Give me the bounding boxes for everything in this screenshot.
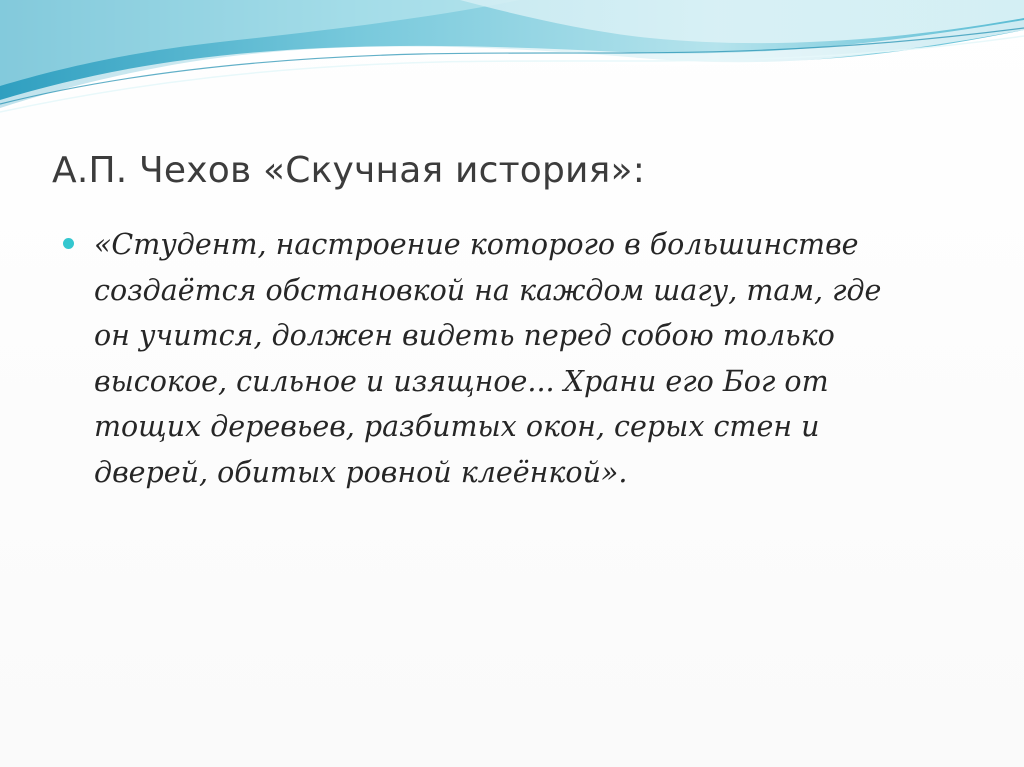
list-item [60, 222, 960, 495]
quote-text: «Студент, настроение которого в большинстве создаётся обстановкой на каждом шагу, там, где он учится, должен видеть перед собою только высокое, сильное и изящное... Храни его Бог от тощих деревьев, разбитых окон, серых стен и дверей, обитых ровной клеёнкой». [94, 228, 882, 489]
wave-banner-decoration [0, 0, 1024, 130]
slide-title: А.П. Чехов «Скучная история»: [52, 150, 646, 191]
bullet-list [60, 222, 960, 495]
bullet-dot-icon [63, 238, 74, 249]
